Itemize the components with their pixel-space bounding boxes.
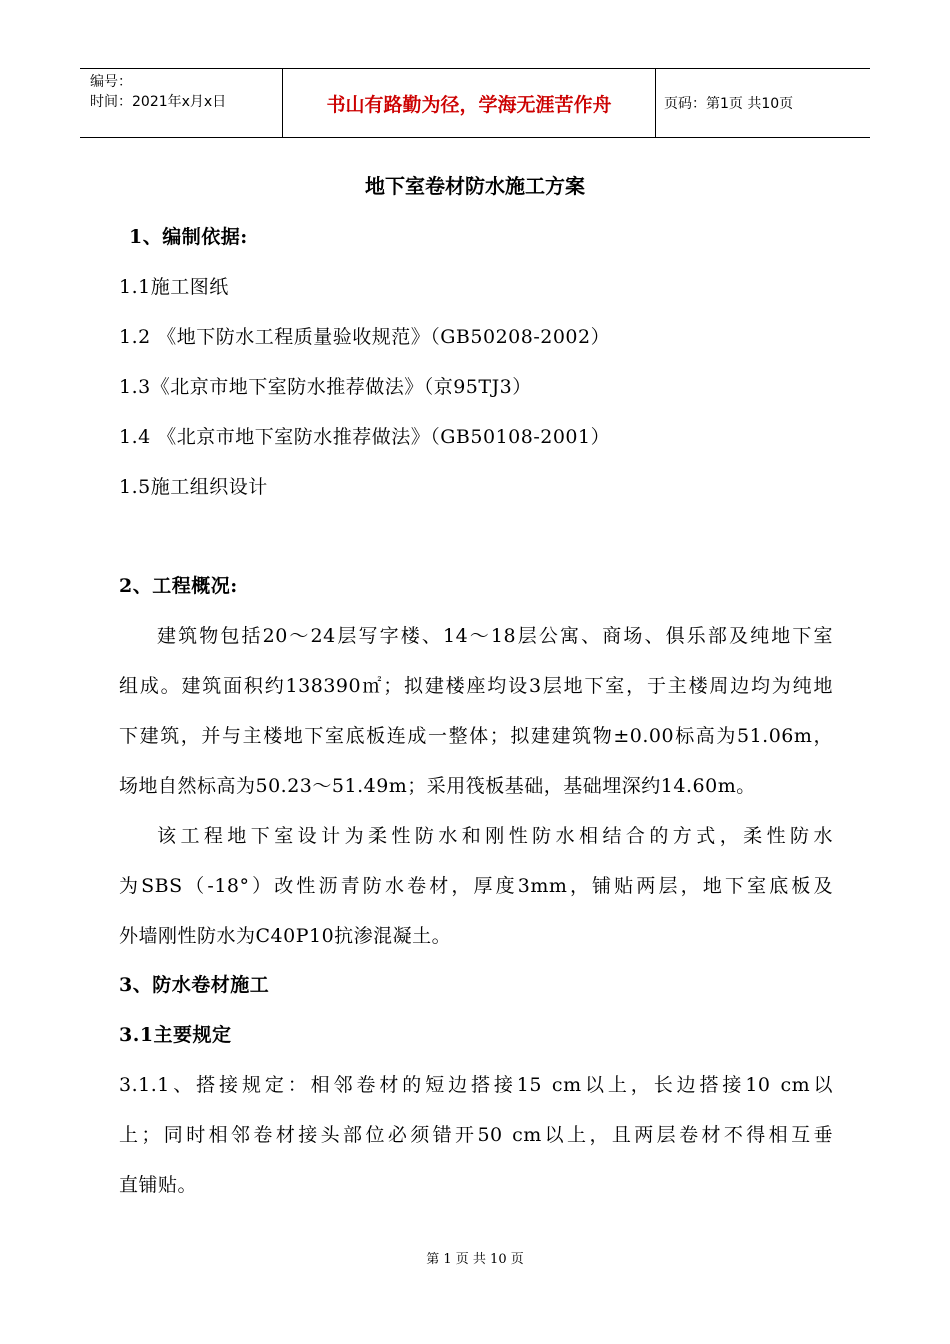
basis-item-5: 1.5施工组织设计 xyxy=(119,476,268,498)
header-meta xyxy=(80,69,282,137)
rules-line-2: 上；同时相邻卷材接头部位必须错开50 cm以上，且两层卷材不得相互垂 xyxy=(119,1124,833,1146)
overview-line-5: 该工程地下室设计为柔性防水和刚性防水相结合的方式，柔性防水 xyxy=(157,825,833,847)
page-footer: 第 1 页 共 10 页 xyxy=(426,1252,524,1267)
subsection-heading-rules: 3.1主要规定 xyxy=(119,1024,232,1046)
basis-item-2: 1.2 《地下防水工程质量验收规范》（GB50208-2002） xyxy=(119,326,611,348)
section-heading-construction: 3、防水卷材施工 xyxy=(119,974,270,996)
section-heading-basis: 1、编制依据: xyxy=(129,226,248,248)
overview-line-2: 组成。建筑面积约138390㎡；拟建楼座均设3层地下室，于主楼周边均为纯地 xyxy=(119,675,833,697)
basis-item-1: 1.1施工图纸 xyxy=(119,276,229,298)
overview-line-7: 外墙刚性防水为C40P10抗渗混凝土。 xyxy=(119,925,452,947)
header-motto: 书山有路勤为径，学海无涯苦作舟 xyxy=(282,69,656,137)
document-title: 地下室卷材防水施工方案 xyxy=(365,174,585,198)
section-heading-overview: 2、工程概况: xyxy=(119,575,238,597)
header-page-info: 页码：第1页 共10页 xyxy=(664,96,794,112)
overview-line-1: 建筑物包括20～24层写字楼、14～18层公寓、商场、俱乐部及纯地下室 xyxy=(157,625,833,647)
overview-line-4: 场地自然标高为50.23～51.49m；采用筏板基础，基础埋深约14.60m。 xyxy=(119,775,756,797)
header-time-label: 时间：2021年x月x日 xyxy=(90,94,227,110)
page-header xyxy=(80,68,870,138)
overview-line-6: 为SBS（-18°）改性沥青防水卷材，厚度3mm，铺贴两层，地下室底板及 xyxy=(119,875,833,897)
basis-item-3: 1.3《北京市地下室防水推荐做法》（京95TJ3） xyxy=(119,376,532,398)
rules-line-1: 3.1.1、搭接规定：相邻卷材的短边搭接15 cm以上，长边搭接10 cm以 xyxy=(119,1074,833,1096)
basis-item-4: 1.4 《北京市地下室防水推荐做法》（GB50108-2001） xyxy=(119,426,611,448)
overview-line-3: 下建筑，并与主楼地下室底板连成一整体；拟建建筑物±0.00标高为51.06m， xyxy=(119,725,833,747)
rules-line-3: 直铺贴。 xyxy=(119,1174,198,1196)
header-number-label: 编号： xyxy=(90,74,132,90)
